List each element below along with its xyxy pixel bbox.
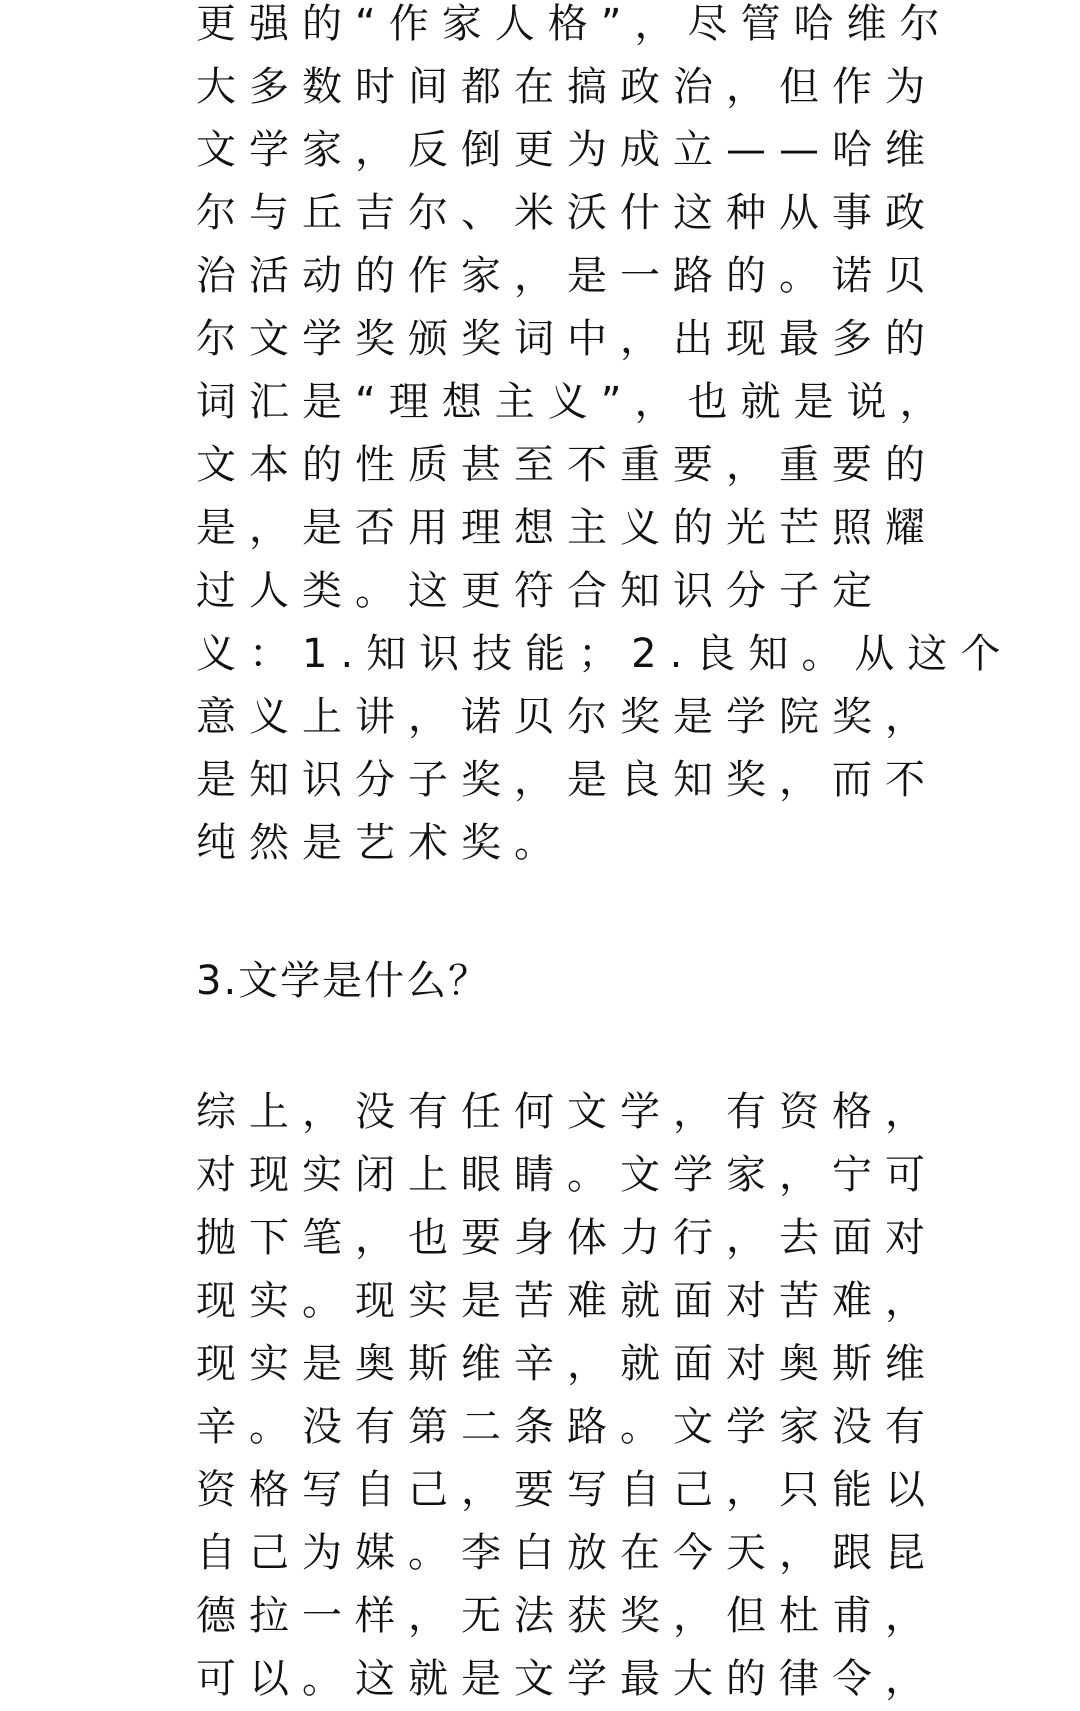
text-line: 尔文学奖颁奖词中，出现最多的 [196,316,938,362]
text-line: 可以。这就是文学最大的律令， [196,1656,938,1702]
text-line: 德拉一样，无法获奖，但杜甫， [196,1593,938,1639]
text-line: 是，是否用理想主义的光芒照耀 [196,505,938,551]
text-line: 尔与丘吉尔、米沃什这种从事政 [196,190,938,236]
text-line: 大多数时间都在搞政治，但作为 [196,64,938,110]
text-line: 辛。没有第二条路。文学家没有 [196,1404,938,1450]
text-line: 词汇是“理想主义”，也就是说， [196,379,953,425]
text-line: 义：1.知识技能；2.良知。从这个 [196,631,1014,677]
text-line: 意义上讲，诺贝尔奖是学院奖， [196,694,938,740]
text-line: 对现实闭上眼睛。文学家，宁可 [196,1152,938,1198]
text-line: 是知识分子奖，是良知奖，而不 [196,757,938,803]
text-line: 文学家，反倒更为成立——哈维 [196,127,938,173]
text-line: 现实是奥斯维辛，就面对奥斯维 [196,1341,938,1387]
paragraph-what-is-literature [196,1081,938,1711]
text-line: 资格写自己，要写自己，只能以 [196,1467,938,1513]
text-line: 更强的“作家人格”，尽管哈维尔 [196,1,953,47]
text-line: 治活动的作家，是一路的。诺贝 [196,253,938,299]
text-line: 纯然是艺术奖。 [196,820,567,866]
section-heading: 3.文学是什么？ [196,958,491,1004]
text-line: 抛下笔，也要身体力行，去面对 [196,1215,938,1261]
text-line: 现实。现实是苦难就面对苦难， [196,1278,938,1324]
paragraph-nobel-idealism [196,0,1014,875]
text-line: 过人类。这更符合知识分子定 [196,568,885,614]
text-line: 自己为媒。李白放在今天，跟昆 [196,1530,938,1576]
text-line: 综上，没有任何文学，有资格， [196,1089,938,1135]
text-line: 文本的性质甚至不重要，重要的 [196,442,938,488]
